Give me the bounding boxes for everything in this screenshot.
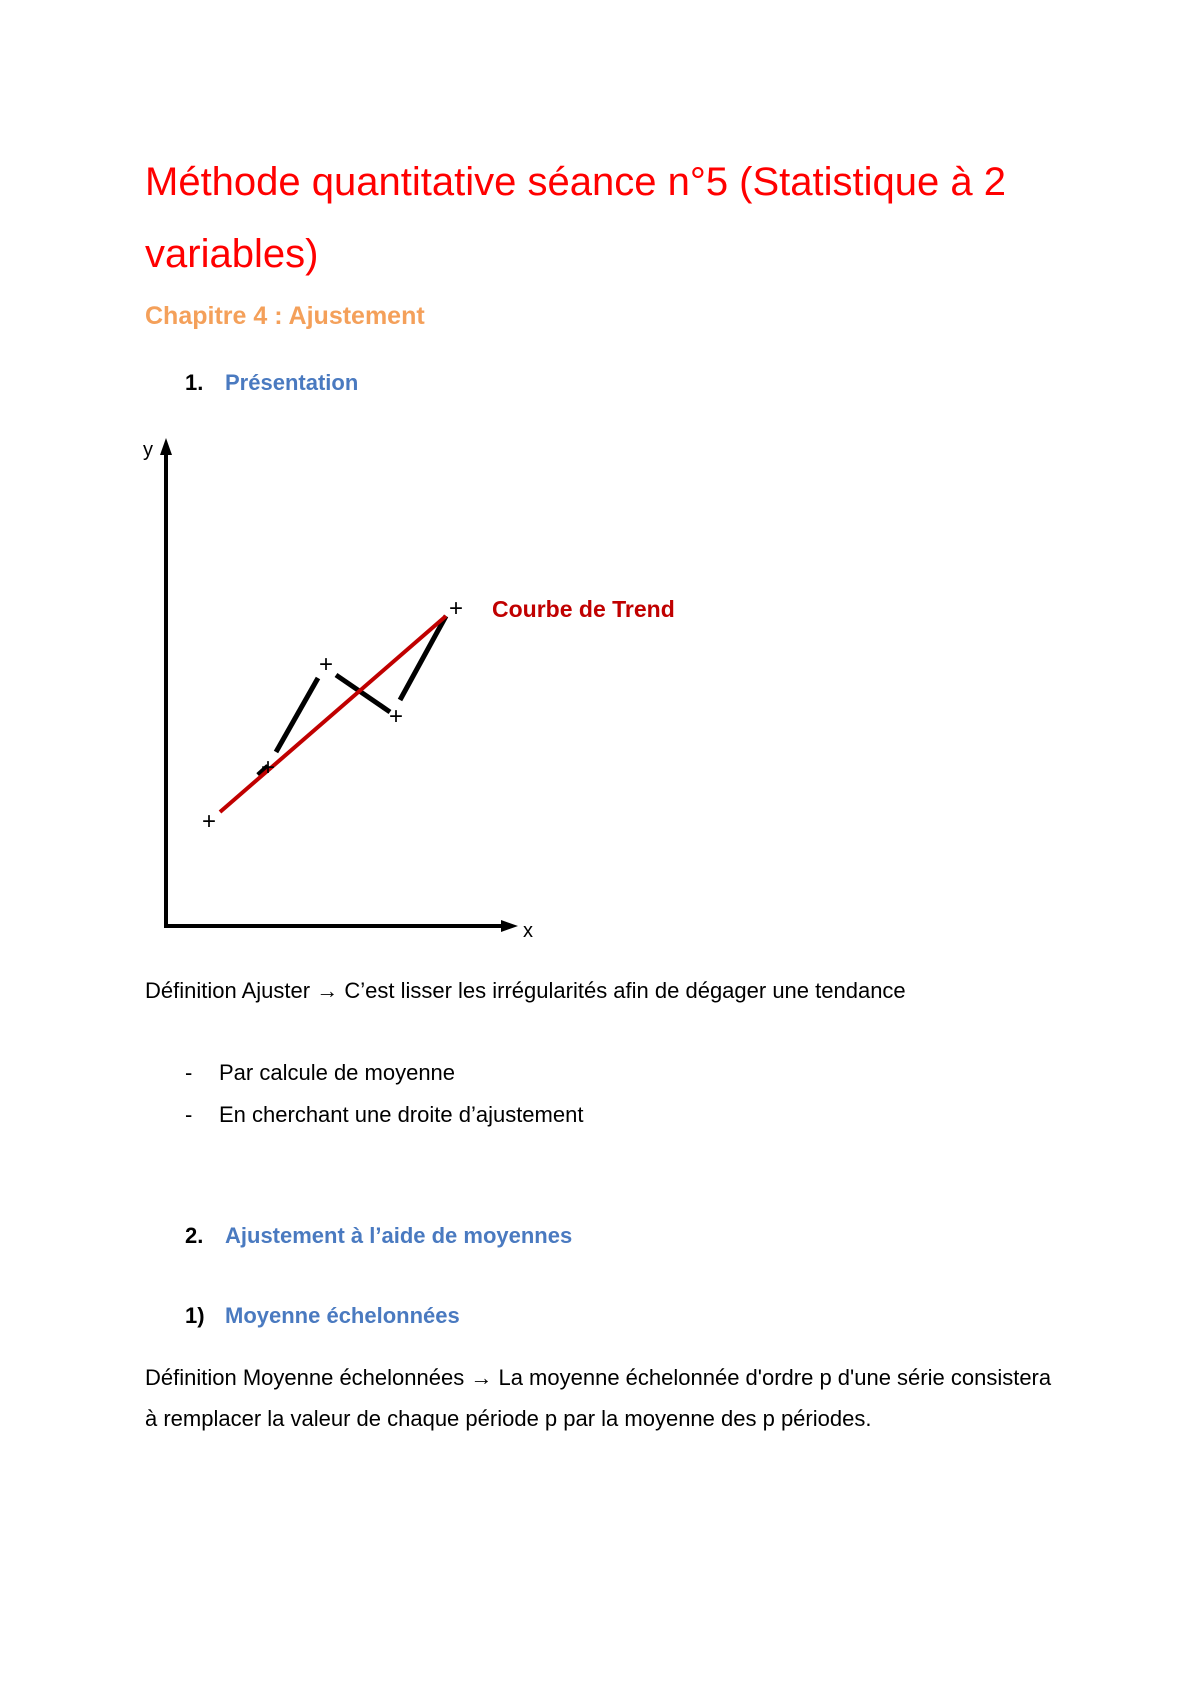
subsection-heading-moyenne-echelonnees (185, 1303, 460, 1329)
data-point-marker: + (201, 808, 217, 835)
chapter-heading: Chapitre 4 : Ajustement (145, 302, 425, 330)
arrow-icon: → (316, 978, 339, 1003)
section-label: Ajustement à l’aide de moyennes (225, 1223, 573, 1248)
definition-term: Définition Ajuster (145, 978, 311, 1003)
x-axis-label: x (523, 920, 533, 942)
section-heading-ajustement-moyennes (185, 1223, 572, 1249)
bullet-list (185, 1052, 583, 1136)
definition-term: Définition Moyenne échelonnées (145, 1365, 465, 1390)
data-point-marker: + (388, 703, 404, 730)
section-number: 1. (185, 370, 204, 395)
trend-label: Courbe de Trend (492, 596, 675, 622)
section-label: Présentation (225, 370, 359, 395)
definition-moyenne-echelonnees (145, 1357, 1065, 1439)
list-item: - Par calcule de moyenne (185, 1052, 583, 1094)
data-point-marker: + (448, 595, 464, 622)
definition-text: La moyenne échelonnée d'ordre p d'une série consistera à remplacer la valeur de chaque période p par la moyenne des p périodes. (145, 1365, 1052, 1431)
subsection-label: Moyenne échelonnées (225, 1303, 460, 1328)
definition-text: C’est lisser les irrégularités afin de dégager une tendance (344, 978, 906, 1003)
trend-line (220, 616, 446, 812)
definition-ajuster (145, 970, 906, 1011)
y-axis-label: y (143, 439, 153, 461)
data-point-marker: + (318, 651, 334, 678)
zigzag-segment (276, 678, 318, 752)
subsection-number: 1) (185, 1303, 205, 1328)
arrow-icon: → (470, 1365, 493, 1390)
list-item: - En cherchant une droite d’ajustement (185, 1094, 583, 1136)
y-axis-arrowhead (160, 438, 172, 455)
data-point-marker: + (260, 754, 276, 781)
document-title: Méthode quantitative séance n°5 (Statistique à 2 variables) (145, 160, 1006, 276)
zigzag-segment (400, 616, 446, 700)
section-number: 2. (185, 1223, 204, 1248)
x-axis-arrowhead (501, 920, 518, 932)
